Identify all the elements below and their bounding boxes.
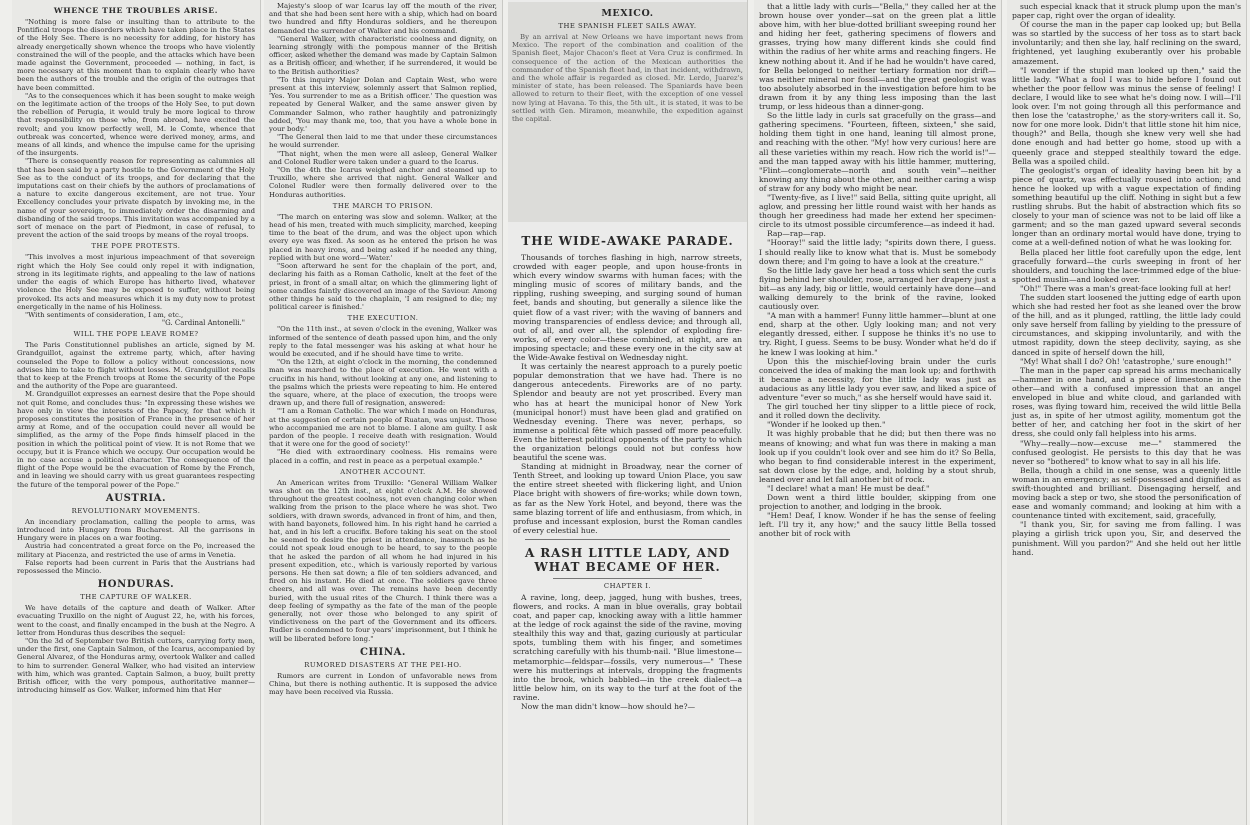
paragraph: Bella placed her little foot carefully upon the edge, lent gracefully forward—the curls sweeping in front of her shoulders, and touching the lace-trimmed edge of the blue-spotted muslin—and looked over.: [1012, 247, 1241, 284]
paragraph: "As to the consequences which it has been sought to make weigh on the legitimate action of the troops of the Holy See, to put down the rebellion of Perugia, it would truly be more logical to throw that responsibility on those who, from abroad, have excited the revolt; and you know perfectly well, M. le Comte, whence that outbreak was concerted, whence were derived money, arms, and means of all kinds, and whence the impulse came for the uprising of the insurgents.: [17, 91, 255, 158]
paragraph: Now the man didn't know—how should he?—: [521, 702, 696, 712]
paragraph: It was highly probable that he did; but then there was no means of knowing; and what fun was there in making a man look up if you couldn't look over and see him do it? So Bella, who began to find considerable interest in the experiment, sat down close by the edge, and, holding by a stout shrub, leaned over and let fall another bit of rock.: [759, 429, 996, 484]
paragraph: A ravine, long, deep, jagged, hung with bushes, trees, flowers, and rocks. A man in blue overalls, gray bobtail coat, and paper cap, knocking away with a little hammer at the ledge of rock against the side of the ravine, moving stealthily this way and that, gazing curiously at particular spots, tumbling them with his finger, and sometimes scratching carefully with his thumb-nail. "Blue limestone—metamorphic—feldspar—fossils, very numerous—" These were his mutterings at intervals, dropping the fragments into the brook, which babbled—in the creek dialect—a little below him, on its way to the turf at the foot of the ravine.: [513, 592, 742, 702]
subheading-execution: THE EXECUTION.: [347, 314, 419, 323]
heading-honduras: HONDURAS.: [97, 579, 175, 591]
paragraph: The sudden start loosened the jutting edge of earth upon which she had rested her foot as she leaned over the brow of the hill, and as it plunged, rattling, the little lady could only save herself from falling by yielding to the pressure of circumstances, and skipping involuntarily, and with the utmost rapidity, down the steep declivity, saying, as she danced in spite of herself down the hill,: [1012, 293, 1241, 357]
paragraph: "On the 12th, at eight o'clock in the morning, the condemned man was marched to the place of execution. He went with a crucifix in his hand, without looking at any one, and listening to the psalms which the priests were repeating to him. He entered the square, where, at the place of execution, the troops were drawn up, and there full of resignation, answered:: [269, 358, 497, 408]
paragraph: Rap—rap—rap.: [767, 229, 826, 239]
section-rule: [553, 578, 702, 579]
heading-austria: AUSTRIA.: [105, 492, 167, 504]
paragraph: "Nothing is more false or insulting than to attribute to the Pontifical troops the disorders which have taken place in the States of the Holy See. There is no necessity for adding, for history has already energetically shown whence the troops who have violently constrained the will of the people, and the attacks which have been made against the Government, proceeded — nothing, in fact, is more necessary at this moment than to explain clearly who have been the authors of the trouble and the origin of the outrages that have been committed.: [17, 18, 255, 92]
paragraph: "To this inquiry Major Dolan and Captain West, who were present at this interview, solemnly assert that Salmon replied, 'Yes. You surrender to me as a British officer.' The question was repeated by General Walker, and the same answer given by Commander Salmon, who rather haughtily and patronizingly added, 'You may thank me, too, that you have a whole bone in your body.': [269, 75, 497, 134]
paragraph: Thousands of torches flashing in high, narrow streets, crowded with eager people, and upon house-fronts in which every window swarms with human faces; with the mingling music of scores of military bands, and the rippling, rushing sweeping, and surging sound of human feet, bands and shouting, but generally a silence like the quiet flow of a vast river; with the waving of banners and moving transparencies of endless device; and through all, out of all, and over all, the splendor of exploding fire-works, of every color—these combined, at night, are an imposing spectacle; and these every one in the city saw at the Wide-Awake festival on Wednesday night.: [513, 253, 742, 363]
paragraph: It was certainly the nearest approach to a purely poetic popular demonstration that we have had. There is no dangerous antecedents. Fireworks are of no party. Splendor and beauty are not yet proscribed. Every man who has at heart the municipal honor of New York (municipal honor!) must have been glad and gratified on Wednesday evening. There was never, perhaps, so immense a political fête which passed off more peacefully. Even the bitterest political opponents of the party to which the organization belongs could not but confess how beautiful the scene was.: [513, 362, 742, 463]
paragraph: "He died with extraordinary coolness. His remains were placed in a coffin, and rest in peace as a perpetual example.": [269, 448, 497, 465]
paragraph: By an arrival at New Orleans we have important news from Mexico. The report of the combination and coalition of the Spanish fleet, Major Chacon's fleet at Vera Cruz is confirmed. In consequence of the action of the Mexican authorities the commander of the Spanish fleet had, in that incident, withdrawn, and the whole affair is regarded as closed. Mr. Lerdo, Juarez's minister of state, has been released. The Spaniards have been allowed to return to their fleet, with the exception of one vessel now lying at Havana. To this, the 5th ult., it is stated, it was to be settled with Gen. Miramon, meanwhile, the expedition against the capital.: [512, 33, 743, 124]
paragraph: "'I am a Roman Catholic. The war which I made on Honduras, at the suggestion of certain people of Ruatan, was unjust. Those who accompanied me are not to blame. I alone am guilty. I ask pardon of the people. I receive death with resignation. Would that it were one for the good of society!': [269, 407, 497, 449]
paragraph: "With sentiments of consideration, I am, etc.,: [25, 310, 184, 319]
subheading-march-to-prison: THE MARCH TO PRISON.: [332, 201, 434, 210]
paragraph: "Soon afterward he sent for the chaplain of the port, and, declaring his faith as a Roman Catholic, knelt at the feet of the priest, in front of a small altar, on which the glimmering light of some candles faintly discovered an image of the Saviour. Among other things he said to the chaplain, 'I am resigned to die; my political career is finished.': [269, 262, 497, 312]
paragraph: An incendiary proclamation, calling the people to arms, was introduced into Hungary from Bucharest. All the garrisons in Hungary were in places on a war footing.: [17, 517, 255, 543]
paragraph: "The march on entering was slow and solemn. Walker, at the head of his men, treated with much simplicity, marched, keeping time to the beat of the drum, and was the object upon which every eye was fixed. As soon as he entered the prison he was placed in heavy irons, and being asked if he needed any thing, replied with but one word—'Water.': [269, 212, 497, 262]
column-3: [508, 0, 748, 825]
paragraph: Rumors are current in London of unfavorable news from China, but there is nothing authentic. It is supposed the advice may have been received via Russia.: [269, 671, 497, 697]
heading-pope-protests: THE POPE PROTESTS.: [91, 242, 181, 251]
paragraph: "General Walker, with characteristic coolness and dignity, on learning strongly with the pompous manner of the British officer, asked whether the demand was made by Captain Salmon as a British officer, and whether, if he surrendered, it would be to the British authorities?: [269, 34, 497, 76]
paragraph: that a little lady with curls—"Bella," they called her at the brown house over yonder—sat on the green plat a little above him, with her blue-dotted brilliant sweeping round her and hiding her feet, gathering specimens of flowers and grasses, trying how many different kinds she could find within the radius of her white arms and reaching fingers. He knew nothing about it. And if he had he wouldn't have cared, for Bella belonged to neither tertiary formation nor drift—was neither mineral nor fossil—and the great geologist was too absolutely absorbed in the investigation before him to be drawn from it by any thing less imposing than the last trump, or less hideous than a dinner-gong.: [759, 2, 996, 112]
subheading-spanish-fleet: THE SPANISH FLEET SAILS AWAY.: [558, 22, 697, 30]
paragraph: "Hem! Deaf, I know. Wonder if he has the sense of feeling left. I'll try it, any how;" and the saucy little Bella tossed another bit of rock with: [759, 511, 996, 539]
paragraph: Standing at midnight in Broadway, near the corner of Tenth Street, and looking up toward Union Place, you saw the entire street sheeted with flickering light, and Union Place bright with showers of fire-works; while down town, as far as the New York Hotel, and beyond, there was the same blazing torrent of life and enthusiasm, from which, in profuse and incessant explosion, burst the Roman candles of every celestial hue.: [513, 462, 742, 535]
paragraph: "That night, when the men were all asleep, General Walker and Colonel Rudler were taken under a guard to the Icarus.: [269, 149, 497, 166]
column-4: [754, 0, 1002, 825]
paragraph: Majesty's sloop of war Icarus lay off the mouth of the river, and that she had been sent here with a ship, which had on board two hundred and fifty Honduras soldiers, and he thereupon demanded the surrender of Walker and his command.: [269, 2, 497, 35]
paragraph: We have details of the capture and death of Walker. After evacuating Truxillo on the night of August 22, he, with his forces, went to the coast, and finally encamped in the bush at the Negro. A letter from Honduras thus describes the sequel:: [17, 604, 255, 637]
paragraph: "On the 11th inst., at seven o'clock in the evening, Walker was informed of the sentence of death passed upon him, and the only reply to the fatal messenger was his asking at what hour he would be executed, and if he should have time to write.: [269, 325, 497, 358]
paragraph: "Wonder if he looked up then.": [767, 420, 886, 430]
subheading-another-account: ANOTHER ACCOUNT.: [340, 467, 426, 476]
paragraph: "Oh!" There was a man's great-face looking full at her!: [1020, 283, 1232, 293]
paragraph: "This involves a most injurious impeachment of that sovereign right which the Holy See could only repel it with indignation, strong in its legitimate rights, and appealing to the law of nations under the eagis of which Europe has hitherto lived, whatever violence the Holy See may be exposed to suffer, without being provoked. Its acts and measures which it is my duty now to protest energetically in the name of his Holiness.: [17, 253, 255, 311]
heading-china: CHINA.: [359, 646, 407, 658]
subheading-rumored-disasters: RUMORED DISASTERS AT THE PEI-HO.: [304, 660, 462, 669]
heading-whence-troubles: WHENCE THE TROUBLES ARISE.: [53, 6, 219, 15]
heading-what-became-of-her: WHAT BECAME OF HER.: [534, 559, 721, 574]
column-5: [1007, 0, 1247, 825]
paragraph: False reports had been current in Paris that the Austrians had repossessed the Mincio.: [17, 558, 255, 575]
paragraph: An American writes from Truxillo: "General William Walker was shot on the 12th inst., at eight o'clock A.M. He showed throughout the greatest coolness, not even changing color when walking from the prison to the place where he was shot. Two soldiers, with drawn swords, advanced in front of him, and then, with hand bayonets, followed him. In his right hand he carried a hat, and in his left a crucifix. Before taking his seat on the stool he seemed to desire the priest in attendance, inasmuch as he could not speak loud enough to be heard, to say to the people that he asked the pardon of all whom he had injured in his present expedition, etc., which is variously reported by various persons. He then sat down; a file of ten soldiers advanced, and fired on his instant. He died at once. The soldiers gave three cheers, and all was over. The remains have been decently buried, with the usual rites of the Church. I think there was a deep feeling of sympathy as the fate of the man of the people generally, not over those who belonged to any spirit of vindictiveness on the part of the Government and its officers. Rudler is condemned to four years' imprisonment, but I think he will be liberated before long.": [269, 478, 497, 643]
paragraph: "Why—really—now—excuse me—" stammered the confused geologist. He persists to this day that he was never so "bothered" to know what to say in all his life.: [1012, 438, 1241, 466]
paragraph: The geologist's organ of ideality having been hit by a piece of quartz, was effectually roused into action; and hence he looked up with a vague expectation of finding something beautiful up the cliff. Nothing in sight but a few rustling shrubs. But the habit of abstraction which fits so closely to your man of science was not to be laid off like a garment; and so the man gazed upward several seconds longer than an ordinary mortal would have done, trying to come at a well-defined notion of what he was looking for.: [1012, 165, 1241, 248]
paragraph: "My! What shall I do? Oh! 'catastrophe,' sure enough!": [1020, 356, 1232, 366]
heading-will-pope-leave: WILL THE POPE LEAVE ROME?: [73, 330, 199, 339]
paragraph: "A man with a hammer! Funny little hammer—blunt at one end, sharp at the other. Ugly looking man; and not very elegantly dressed, either. I suppose he thinks it's no use to try. Right, I guess. Seems to be busy. Wonder what he'd do if he knew I was looking at him.": [759, 311, 996, 357]
paragraph: "There is consequently reason for representing as calumnies all that has been said by a party hostile to the Government of the Holy See as to the conduct of its troops, and for declaring that the imputations cast on their chiefs by the authors of proclamations of a nature to excite dangerous excitement, are not true. Your Excellency concludes your private dispatch by invoking me, in the name of your sovereign, to immediately order the disarming and disbanding of the said troops. This invitation was accompanied by a sort of menace on the part of Piedmont, in case of refusal, to prevent the action of the said troops by means of the royal troops.: [17, 157, 255, 240]
paragraph: The man in the paper cap spread his arms mechanically—hammer in one hand, and a piece of limestone in the other—and with a confused impression that an angel enveloped in blue and white cloud, and garlanded with roses, was flying toward him, received the wild little Bella just as, in spite of her utmost agility, momentum got the better of her, and catching her foot in the skirt of her dress, she could only fall helpless into his arms.: [1012, 365, 1241, 439]
paper-smudge: [300, 40, 360, 70]
section-rule: [525, 539, 730, 540]
signature-antonelli: "G. Cardinal Antonelli.": [161, 319, 245, 328]
mexico-section: [508, 2, 747, 222]
heading-mexico: MEXICO.: [601, 8, 654, 19]
paragraph: M. Grandguillot expresses an earnest desire that the Pope should not quit Rome, and concludes thus: "In expressing these wishes we have only in view the interests of the Papacy, for that which it proposes constitutes the position of France in the presence of her army at Rome, and of the occupation could never all would be simplified, as the army of the Pope finds himself placed in the position in which the political point of view. It is not Rome that we occupy, but it is France which we occupy. Our occupation would be in no case accuse a political character. The consequence of the flight of the Pope would be the evacuation of Rome by the French, and in leaving we should carry with us great guarantees respecting the future of the temporal power of the Pope.": [17, 390, 255, 489]
paragraph: "On the 4th the Icarus weighed anchor and steamed up to Truxillo, where she arrived that night. General Walker and Colonel Rudler were then formally delivered over to the Honduras authorities.: [269, 166, 497, 199]
column-1: [12, 0, 261, 825]
paragraph: "I wonder if the stupid man looked up then," said the little lady. "What a fool I was to hide before I found out whether the poor fellow was minus the sense of feeling! I declare, I would like to see what he's doing now. I will—I'll look over. I'm not going through all this performance and then lose the 'catastrophe,' as the story-writers call it. So, now for one more look. Didn't that little stone hit him nice, though?" and Bella, though she knew very well she had done enough and had better go home, stood up with a queenly grace and stepped stealthily toward the edge. Bella was a spoiled child.: [1012, 65, 1241, 166]
subheading-revolutionary: REVOLUTIONARY MOVEMENTS.: [71, 506, 201, 515]
heading-wide-awake-parade: THE WIDE-AWAKE PARADE.: [521, 234, 734, 248]
paragraph: "Twenty-five, as I live!" said Bella, sitting quite upright, all aglow, and pressing her little round waist with her hands as though her greediness had made her extend her specimen-circle to its utmost possible circumference—as indeed it had.: [759, 192, 996, 230]
chapter-heading: CHAPTER I.: [603, 581, 652, 590]
paragraph: So the little lady in curls sat gracefully on the grass—and gathering specimens. "Fourteen, fifteen, sixteen," she said, holding them tight in one hand, leaning till almost prone, and reaching with the other. "My! how very curious! here are all these varieties within my reach. How rich the world is!"—and the man tapped away with his little hammer, muttering, "Flint—conglomerate—north and south vein"—neither knowing any thing about the other, and neither caring a wisp of straw for any body who might be near.: [759, 111, 996, 193]
paragraph: "I declare! what a man! He must be deaf.": [767, 483, 930, 493]
paragraph: So the little lady gave her head a toss which sent the curls flying behind her shoulder, rose, arranged her drapery just a bit—as any lady, big or little, would certainly have done—and walking demurely to the brink of the ravine, looked cautiously over.: [759, 265, 996, 312]
paper-smudge: [600, 600, 690, 640]
paragraph: Bella, though a child in one sense, was a queenly little woman in an emergency; as self-possessed and dignified as swift-thoughted and brilliant. Disengaging herself, and moving back a step or two, she stood the personification of ease and womanly command; and looking at him with a countenance tinted with excitement, said, gracefully,: [1012, 465, 1241, 521]
subheading-capture-walker: THE CAPTURE OF WALKER.: [80, 593, 192, 602]
paragraph: Upon this the mischief-loving brain under the curls conceived the idea of making the man look up; and forthwith it became a necessity, for the little lady was just as audacious as any little lady you ever saw, and liked a spice of adventure "ever so much," as she herself would have said it.: [759, 356, 996, 403]
paragraph: Austria had concentrated a great force on the Po, increased the military at Piacenza, and restricted the use of arms in Venetia.: [17, 542, 255, 559]
paragraph: The girl touched her tiny slipper to a little piece of rock, and it rolled down the declivity.: [759, 402, 996, 421]
paragraph: "The General then laid to me that under these circumstances he would surrender.: [269, 133, 497, 150]
heading-rash-little-lady: A RASH LITTLE LADY, AND: [524, 545, 731, 560]
paragraph: Down went a third little boulder, skipping from one projection to another, and lodging in the brook.: [759, 493, 996, 512]
column-2: [264, 0, 503, 825]
paragraph: "On the 3d of September two British cutters, carrying forty men, under the first, one Captain Salmon, of the Icarus, accompanied by General Alvarez, of the Honduras army, overtook Walker and called to him to surrender. General Walker, who had visited an interview with him, which was granted. Captain Salmon, a buoy, built pretty British officer, with the very pompous, authoritative manner—introducing himself as Gov. Walker, informed him that Her: [17, 637, 255, 695]
paragraph: "I thank you, Sir, for saving me from falling. I was playing a girlish trick upon you, Sir, and deserved the punishment. Will you pardon?" And she held out her little hand.: [1012, 520, 1241, 557]
paragraph: Of course the man in the paper cap looked up; but Bella was so startled by the success of her toss as to start back involuntarily; and then she lay, half reclining on the sward, frightened, yet laughing exuberantly over his probable amazement.: [1012, 20, 1241, 66]
paragraph: such especial knack that it struck plump upon the man's paper cap, right over the organ of ideality.: [1012, 2, 1241, 21]
paragraph: "Hooray!" said the little lady; "spirits down there, I guess. I should really like to know what that is. Must be somebody down there; and I'm going to have a look at the creature.": [759, 238, 996, 266]
paragraph: The Paris Constitutionnel publishes an article, signed by M. Grandguillot, against the extreme party, which, after having counseled the Pope to follow a policy without concessions, now advises him to take to flight without losses. M. Grandguillot recalls that to keep at the French troops at Rome the security of the Pope and the authority of the Pope are guaranteed.: [17, 341, 255, 391]
